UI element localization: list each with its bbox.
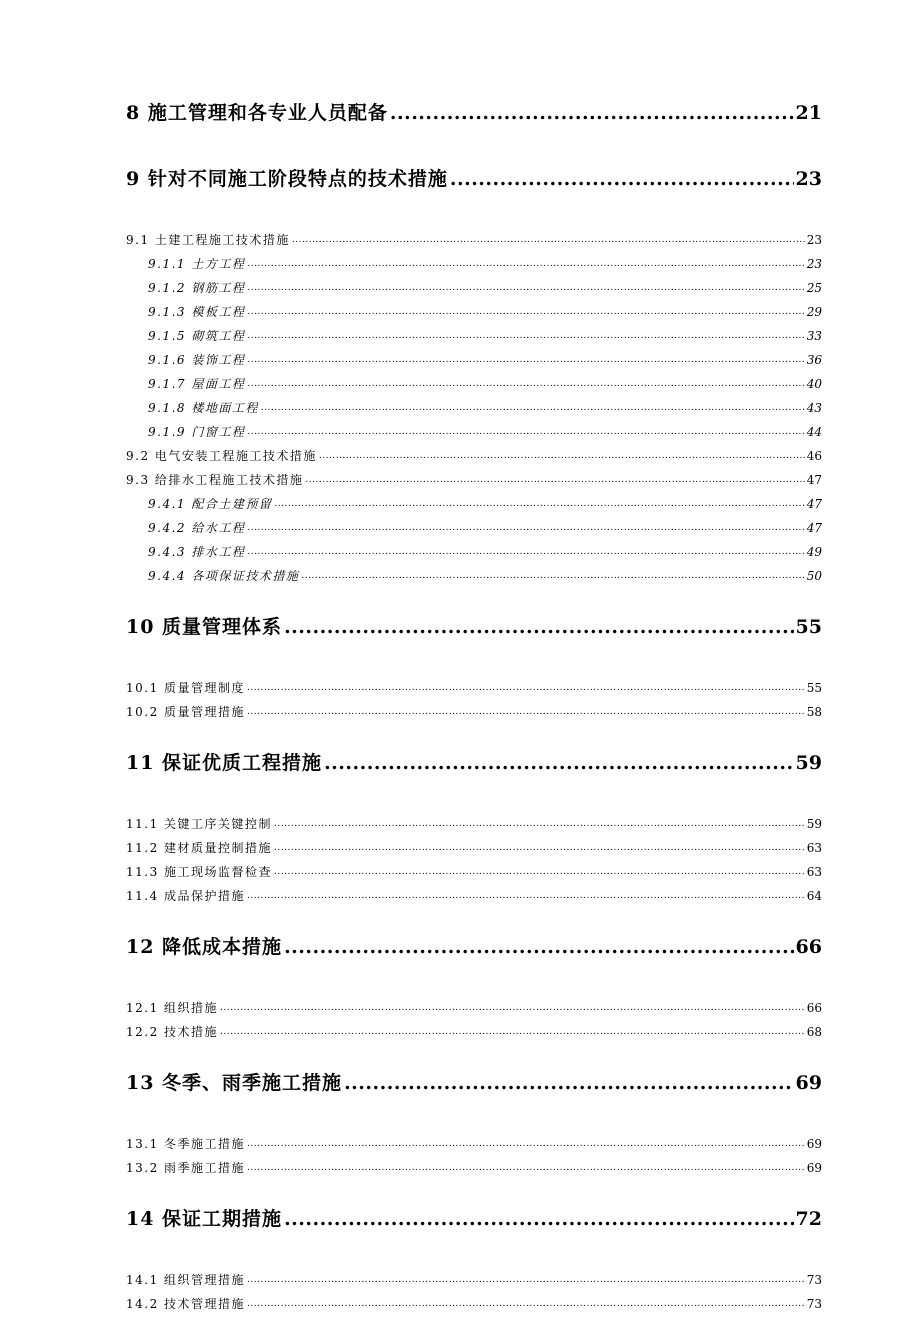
- toc-section-entry[interactable]: [126, 1268, 822, 1292]
- toc-dot-leader: [247, 540, 804, 564]
- toc-entry-title: 14.1 组织管理措施: [126, 1273, 246, 1287]
- toc-section-entry[interactable]: [126, 1132, 822, 1156]
- toc-page-number: 55: [795, 616, 822, 638]
- toc-entry-title: 11.2 建材质量控制措施: [126, 841, 273, 855]
- toc-entry-title: 10.1 质量管理制度: [126, 681, 246, 695]
- toc-page-number: 25: [806, 281, 822, 295]
- toc-entry-title: 9.1 土建工程施工技术措施: [126, 233, 290, 247]
- toc-page-number: 40: [806, 377, 822, 391]
- toc-entry-title: 13.1 冬季施工措施: [126, 1137, 246, 1151]
- toc-entry-title: 9.4.2 给水工程: [148, 521, 246, 535]
- toc-entry-title: 9.1.8 楼地面工程: [148, 401, 259, 415]
- toc-dot-leader: [274, 492, 804, 516]
- toc-dot-leader: [247, 1132, 805, 1156]
- toc-section-entry[interactable]: [126, 676, 822, 700]
- toc-entry-title: 13.2 雨季施工措施: [126, 1161, 246, 1175]
- toc-entry-title: 9.4.4 各项保证技术措施: [148, 569, 300, 583]
- toc-dot-leader: [247, 348, 804, 372]
- toc-entry-title: 9.1.2 钢筋工程: [148, 281, 246, 295]
- toc-page-number: 64: [806, 889, 822, 903]
- toc-subsection-entry[interactable]: [126, 372, 822, 396]
- toc-chapter-entry[interactable]: [126, 930, 822, 964]
- toc-entry-title: 9.4.1 配合土建预留: [148, 497, 273, 511]
- toc-section-entry[interactable]: [126, 996, 822, 1020]
- toc-page-number: 69: [806, 1137, 822, 1151]
- toc-dot-leader: [247, 676, 805, 700]
- toc-chapter-entry[interactable]: [126, 162, 822, 196]
- toc-subsection-entry[interactable]: [126, 348, 822, 372]
- toc-dot-leader: [261, 396, 805, 420]
- toc-entry-title: 9.3 给排水工程施工技术措施: [126, 473, 304, 487]
- toc-page-number: 59: [795, 752, 822, 774]
- toc-dot-leader: [319, 444, 805, 468]
- toc-page-number: 23: [806, 257, 822, 271]
- toc-section-entry[interactable]: [126, 884, 822, 908]
- toc-dot-leader: [344, 1066, 793, 1100]
- toc-dot-leader: [247, 516, 804, 540]
- toc-page-number: 73: [806, 1297, 822, 1311]
- toc-dot-leader: [324, 746, 793, 780]
- toc-page-number: 50: [806, 569, 822, 583]
- toc-section-entry[interactable]: [126, 1156, 822, 1180]
- toc-dot-leader: [247, 252, 804, 276]
- toc-dot-leader: [247, 700, 805, 724]
- toc-entry-title: 14.2 技术管理措施: [126, 1297, 246, 1311]
- toc-page-number: 72: [795, 1208, 822, 1230]
- toc-dot-leader: [274, 836, 805, 860]
- toc-dot-leader: [220, 1020, 805, 1044]
- toc-dot-leader: [390, 96, 794, 130]
- toc-entry-title: 11.3 施工现场监督检查: [126, 865, 273, 879]
- toc-entry-title: 11.1 关键工序关键控制: [126, 817, 273, 831]
- toc-dot-leader: [247, 324, 804, 348]
- toc-page-number: 44: [806, 425, 822, 439]
- toc-entry-title: 8 施工管理和各专业人员配备: [126, 102, 388, 124]
- toc-page-number: 63: [806, 865, 822, 879]
- toc-subsection-entry[interactable]: [126, 540, 822, 564]
- toc-section-entry[interactable]: [126, 836, 822, 860]
- toc-dot-leader: [284, 1202, 793, 1236]
- toc-page-number: 43: [806, 401, 822, 415]
- toc-entry-title: 9.2 电气安装工程施工技术措施: [126, 449, 317, 463]
- toc-page-number: 33: [806, 329, 822, 343]
- toc-subsection-entry[interactable]: [126, 516, 822, 540]
- toc-page-number: 66: [795, 936, 822, 958]
- toc-entry-title: 10 质量管理体系: [126, 616, 283, 638]
- toc-chapter-entry[interactable]: [126, 96, 822, 130]
- toc-dot-leader: [247, 884, 805, 908]
- toc-page-number: 36: [806, 353, 822, 367]
- toc-dot-leader: [284, 930, 793, 964]
- toc-entry-title: 14 保证工期措施: [126, 1208, 283, 1230]
- toc-dot-leader: [247, 372, 804, 396]
- toc-page-number: 47: [806, 473, 822, 487]
- toc-dot-leader: [247, 1292, 805, 1316]
- toc-subsection-entry[interactable]: [126, 492, 822, 516]
- toc-entry-title: 13 冬季、雨季施工措施: [126, 1072, 343, 1094]
- toc-dot-leader: [450, 162, 794, 196]
- toc-page-number: 46: [806, 449, 822, 463]
- toc-page-number: 63: [806, 841, 822, 855]
- toc-dot-leader: [247, 1156, 805, 1180]
- toc-entry-title: 11 保证优质工程措施: [126, 752, 323, 774]
- toc-page-number: 58: [806, 705, 822, 719]
- toc-subsection-entry[interactable]: [126, 324, 822, 348]
- toc-section-entry[interactable]: [126, 700, 822, 724]
- toc-entry-title: 9.4.3 排水工程: [148, 545, 246, 559]
- toc-page-number: 68: [806, 1025, 822, 1039]
- toc-dot-leader: [274, 860, 805, 884]
- toc-dot-leader: [220, 996, 805, 1020]
- toc-entry-title: 12.2 技术措施: [126, 1025, 219, 1039]
- toc-page-number: 49: [806, 545, 822, 559]
- toc-page-number: 66: [806, 1001, 822, 1015]
- toc-dot-leader: [284, 610, 793, 644]
- toc-chapter-entry[interactable]: [126, 610, 822, 644]
- toc-chapter-entry[interactable]: [126, 746, 822, 780]
- toc-page-number: 73: [806, 1273, 822, 1287]
- toc-page-number: 59: [806, 817, 822, 831]
- toc-section-entry[interactable]: [126, 860, 822, 884]
- toc-entry-title: 9.1.1 土方工程: [148, 257, 246, 271]
- toc-subsection-entry[interactable]: [126, 396, 822, 420]
- toc-dot-leader: [292, 228, 805, 252]
- toc-subsection-entry[interactable]: [126, 276, 822, 300]
- toc-page-number: 23: [795, 168, 822, 190]
- toc-entry-title: 9.1.7 屋面工程: [148, 377, 246, 391]
- toc-section-entry[interactable]: [126, 1020, 822, 1044]
- toc-subsection-entry[interactable]: [126, 300, 822, 324]
- toc-dot-leader: [301, 564, 804, 588]
- toc-page-number: 21: [795, 102, 822, 124]
- toc-dot-leader: [274, 812, 805, 836]
- toc-entry-title: 9.1.5 砌筑工程: [148, 329, 246, 343]
- toc-section-entry[interactable]: [126, 1292, 822, 1316]
- toc-entry-title: 10.2 质量管理措施: [126, 705, 246, 719]
- toc-entry-title: 11.4 成品保护措施: [126, 889, 246, 903]
- toc-chapter-entry[interactable]: [126, 1066, 822, 1100]
- toc-page-number: 47: [806, 521, 822, 535]
- toc-subsection-entry[interactable]: [126, 420, 822, 444]
- toc-page-number: 29: [806, 305, 822, 319]
- toc-dot-leader: [305, 468, 804, 492]
- toc-entry-title: 12 降低成本措施: [126, 936, 283, 958]
- toc-dot-leader: [247, 1268, 805, 1292]
- toc-page-number: 69: [806, 1161, 822, 1175]
- toc-page-number: 55: [806, 681, 822, 695]
- toc-section-entry[interactable]: [126, 228, 822, 252]
- toc-subsection-entry[interactable]: [126, 252, 822, 276]
- toc-dot-leader: [247, 300, 804, 324]
- toc-chapter-entry[interactable]: [126, 1202, 822, 1236]
- toc-section-entry[interactable]: [126, 468, 822, 492]
- toc-entry-title: 9.1.3 模板工程: [148, 305, 246, 319]
- toc-entry-title: 12.1 组织措施: [126, 1001, 219, 1015]
- toc-entry-title: 9 针对不同施工阶段特点的技术措施: [126, 168, 448, 190]
- toc-entry-title: 9.1.6 装饰工程: [148, 353, 246, 367]
- toc-section-entry[interactable]: [126, 812, 822, 836]
- toc-page-number: 23: [806, 233, 822, 247]
- toc-dot-leader: [247, 420, 804, 444]
- table-of-contents: [126, 96, 822, 1338]
- toc-subsection-entry[interactable]: [126, 564, 822, 588]
- toc-dot-leader: [247, 276, 804, 300]
- toc-entry-title: 9.1.9 门窗工程: [148, 425, 246, 439]
- toc-page-number: 47: [806, 497, 822, 511]
- toc-section-entry[interactable]: [126, 444, 822, 468]
- toc-page-number: 69: [795, 1072, 822, 1094]
